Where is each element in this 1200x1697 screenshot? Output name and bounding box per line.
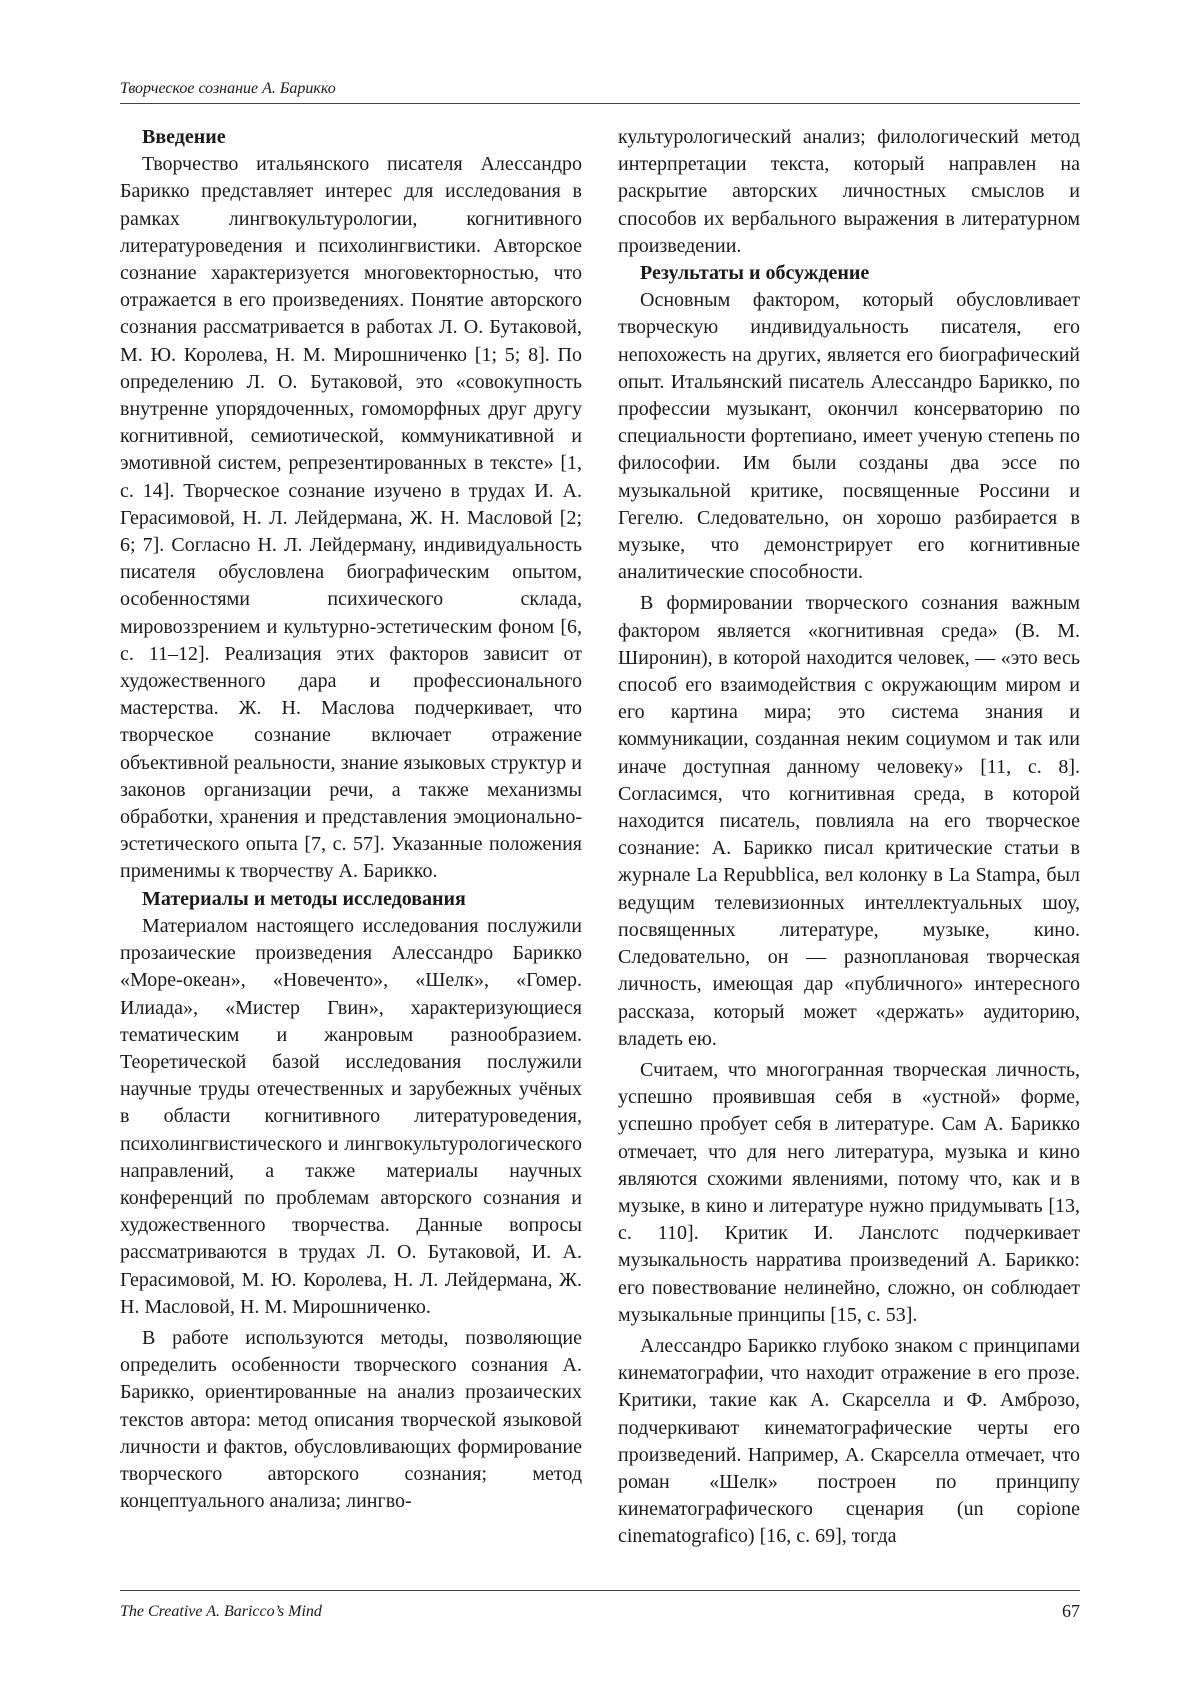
results-paragraph-4: Алессандро Барикко глубоко знаком с принципами кинематографии, что находит отражение в его прозе. Критики, такие как А. Скарселла и Ф. Амброзо, подчеркивают кинематографические черты его произведений. Например, А. Скарселла отмечает, что роман «Шелк» построен по принципу кинематографического сценария (un copione cinematografico) [16, с. 69], тогда: [618, 1334, 1080, 1548]
header-rule: [120, 103, 1080, 104]
methods-continuation: культурологический анализ; филологический метод интерпретации текста, который направлен на раскрытие авторских личностных смыслов и способов их вербального выражения в литературном произведении.: [618, 126, 1080, 257]
right-column: [618, 124, 1080, 1551]
methods-paragraph-1: Материалом настоящего исследования послужили прозаические произведения Алессандро Барикко «Море-океан», «Новеченто», «Шелк», «Гомер. Илиада», «Мистер Гвин», характеризующиеся тематическим и жанровым разнообразием. Теоретической базой исследования послужили научные труды отечественных и зарубежных учёных в области когнитивного литературоведения, психолингвистического и лингвокультурологического направлений, а также материалы научных конференций по проблемам авторского сознания и художественного творчества. Данные вопросы рассматриваются в трудах Л. О. Бутаковой, И. А. Герасимовой, М. Ю. Королева, Н. Л. Лейдермана, Ж. Н. Масловой, Н. М. Мирошниченко.: [120, 914, 582, 1318]
footer-rule: [120, 1590, 1080, 1591]
footer-english-title: The Creative A. Baricco’s Mind: [120, 1603, 322, 1620]
results-paragraph-2: В формировании творческого сознания важным фактором является «когнитивная среда» (В. М. Широнин), в которой находится человек, — «это весь способ его взаимодействия с окружающим миром и его картина мира; это система знания и коммуникации, созданная неким социумом и так или иначе доступная данному человеку» [11, с. 8]. Согласимся, что когнитивная среда, в которой находится писатель, повлияла на его творческое сознание: А. Барикко писал критические статьи в журнале La Repubblica, вел колонку в La Stampa, был ведущим телевизионных интеллектуальных шоу, посвященных литературе, музыке, кино. Следовательно, он — разноплановая творческая личность, имеющая дар «публичного» интересного рассказа, который может «держать» аудиторию, владеть ею.: [618, 592, 1080, 1050]
running-head-title: Творческое сознание А. Барикко: [120, 80, 336, 97]
page-number: 67: [1062, 1601, 1080, 1621]
left-column: [120, 124, 582, 1515]
results-paragraph-3: Считаем, что многогранная творческая личность, успешно проявившая себя в «устной» форме, успешно пробует себя в литературе. Сам А. Барикко отмечает, что для него литература, музыка и кино являются схожими явлениями, потому что, как и в музыке, в кино и литературе нужно придумывать [13, с. 110]. Критик И. Ланслотс подчеркивает музыкальность нарратива произведений А. Барикко: его повествование нелинейно, сложно, он соблюдает музыкальные принципы [15, с. 53].: [618, 1058, 1080, 1326]
methods-heading: Материалы и методы исследования: [142, 887, 466, 910]
methods-paragraph-2: В работе используются методы, позволяющие определить особенности творческого сознания А. Барикко, ориентированные на анализ прозаических текстов автора: метод описания творческой языковой личности и фактов, обусловливающих формирование творческого авторского сознания; метод концептуального анализа; лингво-: [120, 1326, 582, 1513]
results-paragraph-1: Основным фактором, который обусловливает творческую индивидуальность писателя, его непохожесть на других, является его биографический опыт. Итальянский писатель Алессандро Барикко, по профессии музыкант, окончил консерваторию по специальности фортепиано, имеет ученую степень по философии. Им были созданы два эссе по музыкальной критике, посвященные Россини и Гегелю. Следовательно, он хорошо разбирается в музыке, что демонстрирует его когнитивные аналитические способности.: [618, 289, 1080, 584]
introduction-paragraph: Творчество итальянского писателя Алессандро Барикко представляет интерес для исследования в рамках лингвокультурологии, когнитивного литературоведения и психолингвистики. Авторское сознание характеризуется многовекторностью, что отражается в его произведениях. Понятие авторского сознания рассматривается в работах Л. О. Бутаковой, М. Ю. Королева, Н. М. Мирошниченко [1; 5; 8]. По определению Л. О. Бутаковой, это «совокупность внутренне упорядоченных, гомоморфных друг другу когнитивной, семиотической, коммуникативной и эмотивной систем, репрезентированных в тексте» [1, с. 14]. Творческое сознание изучено в трудах И. А. Герасимовой, Н. Л. Лейдермана, Ж. Н. Масловой [2; 6; 7]. Согласно Н. Л. Лейдерману, индивидуальность писателя обусловлена биографическим опытом, особенностями психического склада, мировоззрением и культурно-эстетическим фоном [6, с. 11–12]. Реализация этих факторов зависит от художественного дара и профессионального мастерства. Ж. Н. Маслова подчеркивает, что творческое сознание включает отражение объективной реальности, знание языковых структур и законов организации речи, а также механизмы обработки, хранения и представления эмоционально-эстетического опыта [7, с. 57]. Указанные положения применимы к творчеству А. Барикко.: [120, 153, 582, 883]
results-heading: Результаты и обсуждение: [640, 262, 870, 285]
introduction-heading: Введение: [142, 126, 226, 148]
